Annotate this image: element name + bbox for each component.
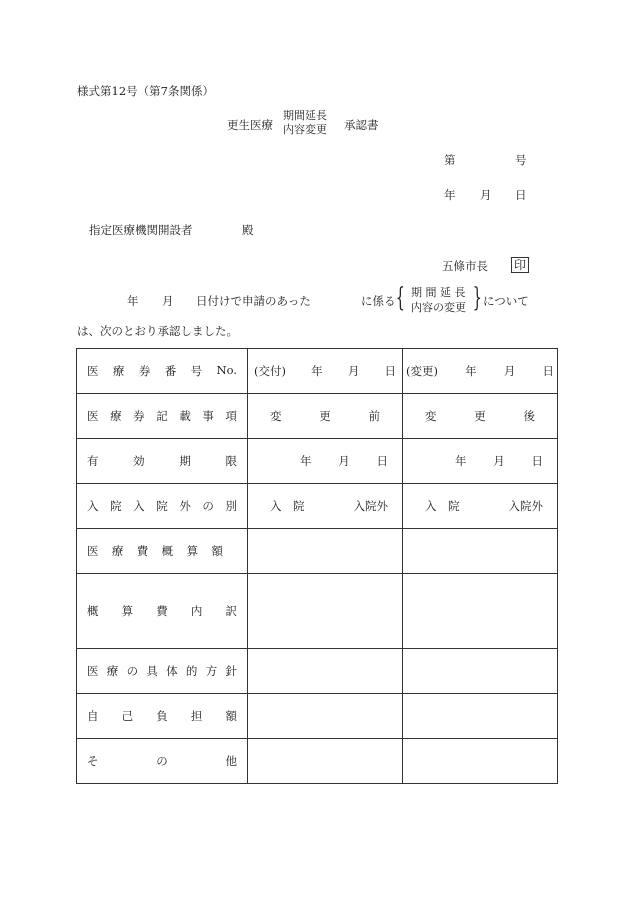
row-label-treatment-policy: 医 療 の 具 体 的 方 針	[87, 664, 237, 678]
issuer: 五條市長	[442, 259, 488, 273]
table-row	[77, 694, 558, 739]
row-label-estimated-cost: 医 療 費 概 算 額	[87, 544, 223, 558]
body-line2: は、次のとおり承認しました。	[77, 324, 238, 338]
date-day: 日	[515, 188, 527, 202]
title-prefix: 更生医療	[227, 118, 273, 132]
title-options	[283, 109, 327, 137]
row-label-validity: 有 効 期 限	[87, 454, 237, 468]
date-year: 年	[444, 188, 456, 202]
header-before-change: 変 更 前	[270, 409, 380, 423]
treatment-policy-before	[248, 649, 403, 694]
honorific: 殿	[242, 223, 254, 237]
validity-after: 年 月 日	[455, 454, 543, 468]
self-payment-after	[403, 694, 558, 739]
title-suffix: 承認書	[344, 118, 379, 132]
validity-before: 年 月 日	[300, 454, 388, 468]
cost-breakdown-before	[248, 574, 403, 649]
brace-group	[397, 283, 482, 317]
ticket-change-date: (変更) 年 月 日	[406, 364, 554, 378]
approval-table	[76, 348, 558, 784]
brace-option-change: 内容の変更	[411, 301, 466, 314]
body-mid-text: 日付けで申請のあった	[196, 294, 311, 308]
row-label-cost-breakdown: 概 算 費 内 訳	[87, 604, 237, 618]
treatment-policy-after	[403, 649, 558, 694]
brace-option-extension: 期 間 延 長	[411, 286, 466, 299]
number-dai: 第	[444, 153, 456, 167]
header-after-change: 変 更 後	[425, 409, 535, 423]
row-label-inpatient: 入 院 入 院 外 の 別	[87, 499, 237, 513]
table-row	[77, 574, 558, 649]
left-brace: {	[395, 283, 405, 313]
estimated-cost-before	[248, 529, 403, 574]
right-brace: }	[472, 283, 482, 313]
number-go: 号	[515, 153, 527, 167]
other-after	[403, 739, 558, 784]
body-kakaru: に係る	[361, 294, 396, 308]
self-payment-before	[248, 694, 403, 739]
title-option-change: 内容変更	[283, 123, 327, 136]
date-month: 月	[480, 188, 492, 202]
other-before	[248, 739, 403, 784]
inpatient-before: 入 院 入院外	[270, 499, 388, 513]
form-number: 様式第12号（第7条関係）	[77, 84, 214, 98]
row-label-ticket-items: 医 療 券 記 載 事 項	[87, 409, 237, 423]
table-row	[77, 649, 558, 694]
row-label-self-payment: 自 己 負 担 額	[87, 709, 237, 723]
title-option-extension: 期間延長	[283, 109, 327, 122]
addressee: 指定医療機関開設者	[89, 223, 193, 237]
inpatient-after: 入 院 入院外	[425, 499, 543, 513]
table-row	[77, 349, 558, 394]
body-tsuite: について	[483, 294, 529, 308]
row-label-other: そ の 他	[87, 754, 237, 768]
table-row	[77, 439, 558, 484]
ticket-issue-date: (交付) 年 月 日	[254, 364, 396, 378]
body-year: 年	[127, 294, 139, 308]
table-row	[77, 394, 558, 439]
seal-mark: 印	[511, 257, 529, 273]
estimated-cost-after	[403, 529, 558, 574]
row-label-ticket-number: 医 療 券 番 号 No.	[87, 363, 237, 378]
table-row	[77, 529, 558, 574]
cost-breakdown-after	[403, 574, 558, 649]
body-month: 月	[162, 294, 174, 308]
table-row	[77, 739, 558, 784]
table-row	[77, 484, 558, 529]
